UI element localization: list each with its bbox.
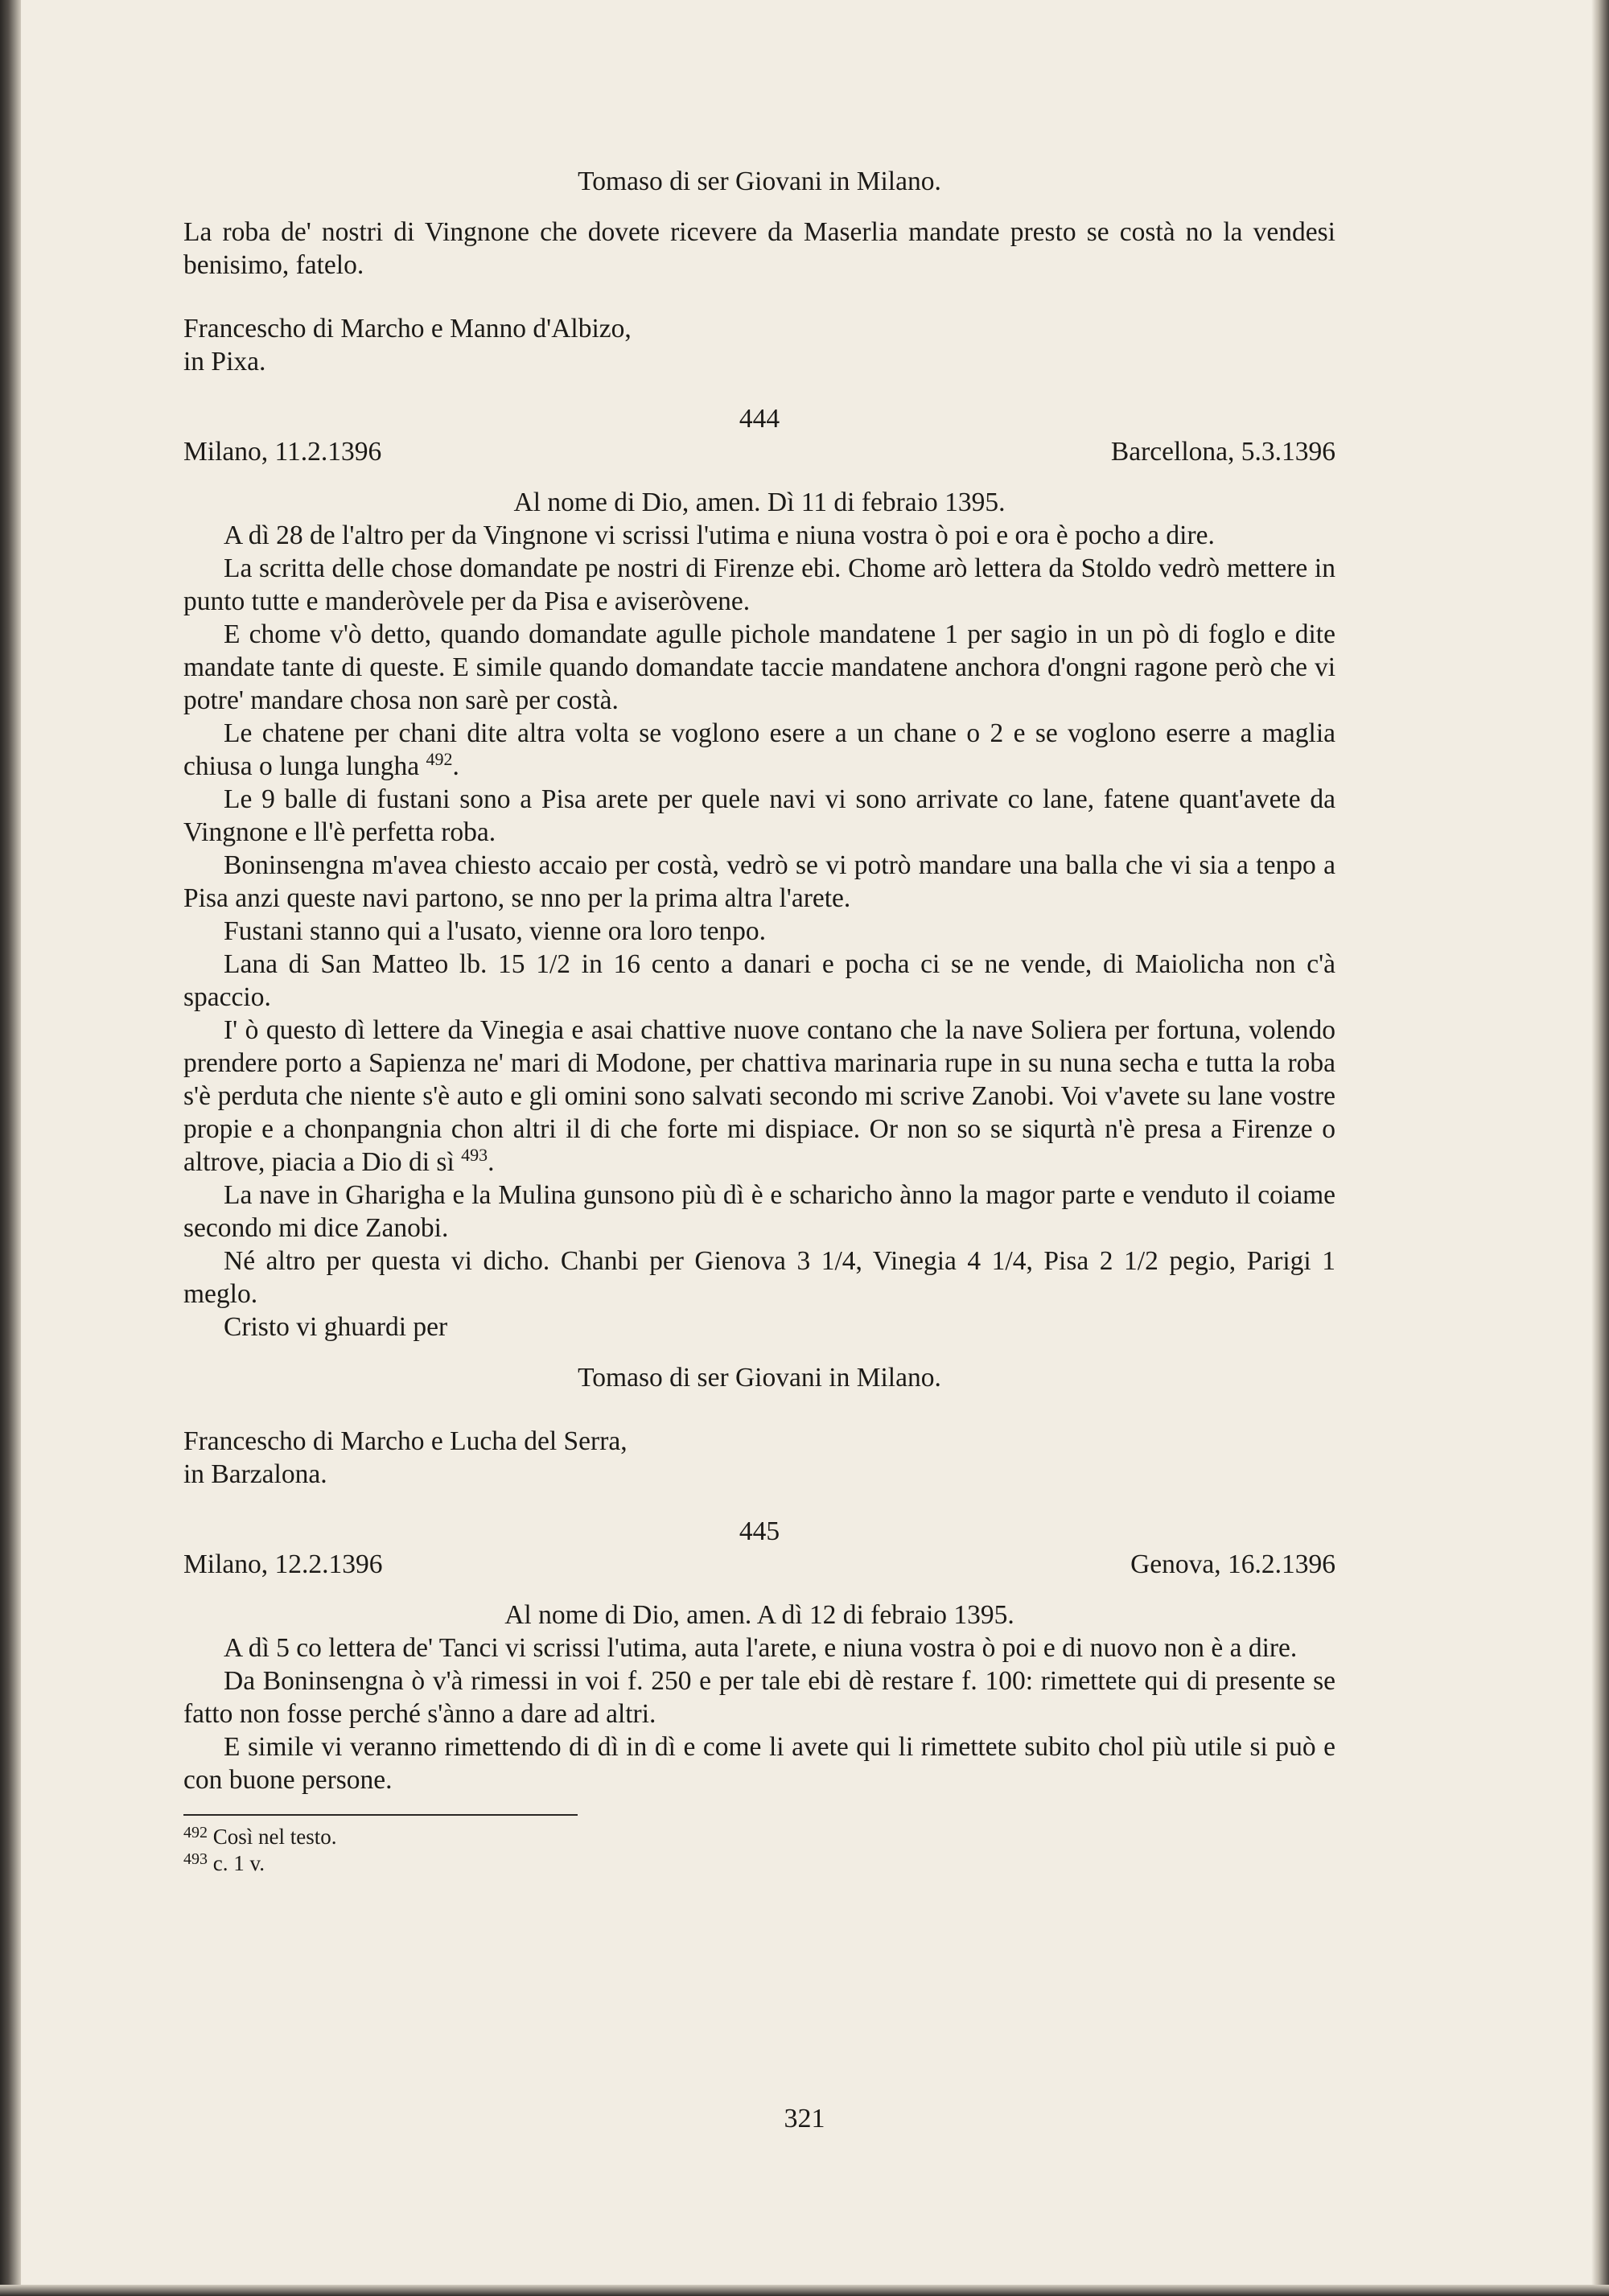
footnote-rule	[183, 1814, 578, 1816]
letter-445-paragraph: A dì 5 co lettera de' Tanci vi scrissi l'utima, auta l'arete, e niuna vostra ò poi e di nuovo non è a dire.	[224, 1633, 1298, 1663]
letter-444-closing: Cristo vi ghuardi per	[224, 1312, 448, 1342]
footnote-ref-493: 493	[461, 1145, 488, 1165]
address-previous-line2: in Pixa.	[183, 347, 266, 376]
footnote-ref-492: 492	[426, 749, 453, 769]
paragraph-text: I' ò questo dì lettere da Vinegia e asai chattive nuove contano che la nave Soliera per fortuna, volendo prendere porto a Sapienza ne' mari di Modone, per chattiva marinaria rupe in su nuna secha e tutta la roba s'è perduta che niente s'è auto e gli omini sono salvati secondo mi scrive Zanobi. Voi v'avete su lane vostre propie e a chonpangnia chon altri il di che forte mi dispiace. Or non so se siqurtà n'è presa a Firenze o altrove, piacia a Dio di sì	[183, 1015, 1335, 1177]
letter-445-opening: Al nome di Dio, amen. A dì 12 di febraio 1395.	[504, 1600, 1014, 1630]
page-number: 321	[784, 2104, 825, 2133]
letter-445-paragraph: Da Boninsengna ò v'à rimessi in voi f. 250 e per tale ebi dè restare f. 100: rimettete qui di presente se fatto non fosse perché s'ànno a dare ad altri.	[183, 1666, 1335, 1729]
address-previous-line1: Francescho di Marcho e Manno d'Albizo,	[183, 314, 632, 344]
letter-444-paragraph: Lana di San Matteo lb. 15 1/2 in 16 cento a danari e pocha ci se ne vende, di Maiolicha non c'à spaccio.	[183, 949, 1335, 1012]
page-bottom-edge	[0, 2285, 1609, 2296]
footnote-text: Così nel testo.	[212, 1825, 337, 1849]
letter-445-destination: Genova, 16.2.1396	[1130, 1549, 1335, 1579]
footnote-492	[183, 1824, 1335, 1850]
letter-444-paragraph: Né altro per questa vi dicho. Chanbi per Gienova 3 1/4, Vinegia 4 1/4, Pisa 2 1/2 pegio, Parigi 1 meglo.	[183, 1246, 1335, 1309]
footnote-text: c. 1 v.	[212, 1851, 265, 1875]
letter-number-445: 445	[739, 1516, 780, 1546]
letter-444-paragraph: La nave in Gharigha e la Mulina gunsono più dì è e scharicho ànno la magor parte e venduto il coiame secondo mi dice Zanobi.	[183, 1180, 1335, 1243]
letter-444-paragraph: La scritta delle chose domandate pe nostri di Firenze ebi. Chome arò lettera da Stoldo vedrò mettere in punto tutte e manderòvele per da Pisa e aviseròvene.	[183, 553, 1335, 616]
paragraph-text: Le chatene per chani dite altra volta se voglono esere a un chane o 2 e se voglono eserre a maglia chiusa o lunga lungha	[183, 718, 1335, 781]
letter-445-paragraph: E simile vi veranno rimettendo di dì in dì e come li avete qui li rimettete subito chol più utile si può e con buone persone.	[183, 1732, 1335, 1795]
letter-444-paragraph: E chome v'ò detto, quando domandate agulle pichole mandatene 1 per sagio in un pò di foglo e dite mandate tante di queste. E simile quando domandate taccie mandatene anchora d'ongni ragone però che vi potre' mandare chosa non sarè per costà.	[183, 619, 1335, 715]
letter-444-origin: Milano, 11.2.1396	[183, 437, 382, 467]
letter-444-paragraph-vinegia: I' ò questo dì lettere da Vinegia e asai chattive nuove contano che la nave Soliera per fortuna, volendo prendere porto a Sapienza ne' mari di Modone, per chattiva marinaria rupe in su nuna secha e tutta la roba s'è perduta che niente s'è auto e gli omini sono salvati secondo mi scrive Zanobi. Voi v'avete su lane vostre propie e a chonpangnia chon altri il di che forte mi dispiace. Or non so se siqurtà n'è presa a Firenze o altrove, piacia a Dio di sì $^{493}$.	[183, 1015, 1335, 1177]
text-column	[183, 165, 1335, 1877]
letter-444-opening: Al nome di Dio, amen. Dì 11 di febraio 1395.	[513, 488, 1006, 517]
letter-444-destination: Barcellona, 5.3.1396	[1110, 437, 1335, 467]
letter-444-paragraph: Fustani stanno qui a l'usato, vienne ora loro tenpo.	[224, 916, 767, 946]
letter-445-origin: Milano, 12.2.1396	[183, 1549, 383, 1579]
letter-444-header	[183, 435, 1335, 468]
letter-444-address-line1: Francescho di Marcho e Lucha del Serra,	[183, 1426, 628, 1456]
page-edge-shadow	[1591, 0, 1609, 2296]
letter-444-signature: Tomaso di ser Giovani in Milano.	[578, 1363, 941, 1393]
letter-445-header	[183, 1548, 1335, 1581]
letter-444-paragraph: Boninsengna m'avea chiesto accaio per costà, vedrò se vi potrò mandare una balla che vi sia a tenpo a Pisa anzi queste navi partono, se nno per la prima altra l'arete.	[183, 850, 1335, 913]
signature-previous-letter: Tomaso di ser Giovani in Milano.	[578, 167, 941, 196]
postscript-previous-letter: La roba de' nostri di Vingnone che dovete ricevere da Maserlia mandate presto se costà no la vendesi benisimo, fatelo.	[183, 217, 1335, 280]
footnote-493	[183, 1850, 1335, 1877]
footnote-number: 493	[183, 1850, 208, 1868]
letter-number-444: 444	[739, 404, 780, 434]
letter-444-paragraph: Le 9 balle di fustani sono a Pisa arete per quele navi vi sono arrivate co lane, fatene quant'avete da Vingnone e ll'è perfetta roba.	[183, 784, 1335, 847]
letter-444-address-line2: in Barzalona.	[183, 1459, 327, 1489]
page-gutter-shadow	[0, 0, 21, 2296]
footnote-number: 492	[183, 1824, 208, 1841]
letter-444-paragraph: A dì 28 de l'altro per da Vingnone vi scrissi l'utima e niuna vostra ò poi e ora è pocho a dire.	[224, 521, 1215, 550]
letter-444-paragraph-chatene: Le chatene per chani dite altra volta se voglono esere a un chane o 2 e se voglono eserre a maglia chiusa o lunga lungha $^{492}$.	[183, 718, 1335, 781]
